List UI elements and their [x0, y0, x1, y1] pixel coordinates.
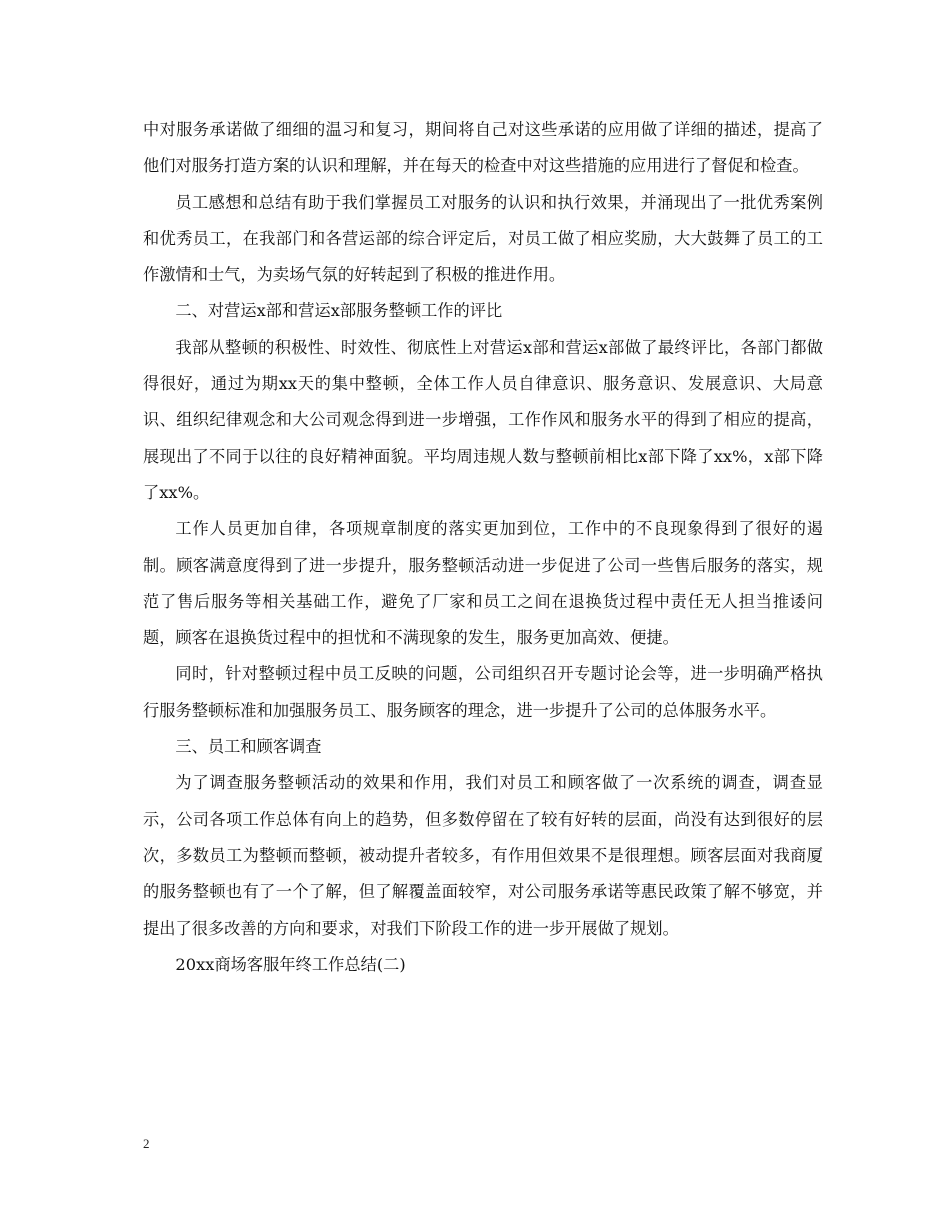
document-body: [143, 112, 823, 983]
paragraph: 同时，针对整顿过程中员工反映的问题，公司组织召开专题讨论会等，进一步明确严格执行服务整顿标准和加强服务员工、服务顾客的理念，进一步提升了公司的总体服务水平。: [143, 664, 823, 720]
paragraph: 为了调查服务整顿活动的效果和作用，我们对员工和顾客做了一次系统的调查，调查显示，公司各项工作总体有向上的趋势，但多数停留在了较有好转的层面，尚没有达到很好的层次，多数员工为整顿而整顿，被动提升者较多，有作用但效果不是很理想。顾客层面对我商厦的服务整顿也有了一个了解，但了解覆盖面较窄，对公司服务承诺等惠民政策了解不够宽，并提出了很多改善的方向和要求，对我们下阶段工作的进一步开展做了规划。: [143, 773, 823, 938]
section-heading: 二、对营运x部和营运x部服务整顿工作的评比: [175, 301, 503, 321]
paragraph: 员工感想和总结有助于我们掌握员工对服务的认识和执行效果，并涌现出了一批优秀案例和优秀员工，在我部门和各营运部的综合评定后，对员工做了相应奖励，大大鼓舞了员工的工作激情和士气，为卖场气氛的好转起到了积极的推进作用。: [143, 192, 823, 285]
page-number: 2: [143, 1136, 150, 1151]
paragraph: 工作人员更加自律，各项规章制度的落实更加到位，工作中的不良现象得到了很好的遏制。顾客满意度得到了进一步提升，服务整顿活动进一步促进了公司一些售后服务的落实，规范了售后服务等相关基础工作，避免了厂家和员工之间在退换货过程中责任无人担当推诿问题，顾客在退换货过程中的担忧和不满现象的发生，服务更加高效、便捷。: [143, 519, 823, 648]
document-title-heading: 20xx商场客服年终工作总结(二): [175, 954, 406, 974]
paragraph: 中对服务承诺做了细细的温习和复习，期间将自己对这些承诺的应用做了详细的描述，提高了他们对服务打造方案的认识和理解，并在每天的检查中对这些措施的应用进行了督促和检查。: [143, 120, 823, 176]
paragraph: 我部从整顿的积极性、时效性、彻底性上对营运x部和营运x部做了最终评比，各部门都做得很好，通过为期xx天的集中整顿，全体工作人员自律意识、服务意识、发展意识、大局意识、组织纪律观念和大公司观念得到进一步增强，工作作风和服务水平的得到了相应的提高，展现出了不同于以往的良好精神面貌。平均周违规人数与整顿前相比x部下降了xx%，x部下降了xx%。: [143, 337, 823, 502]
section-heading: 三、员工和顾客调查: [175, 737, 322, 757]
